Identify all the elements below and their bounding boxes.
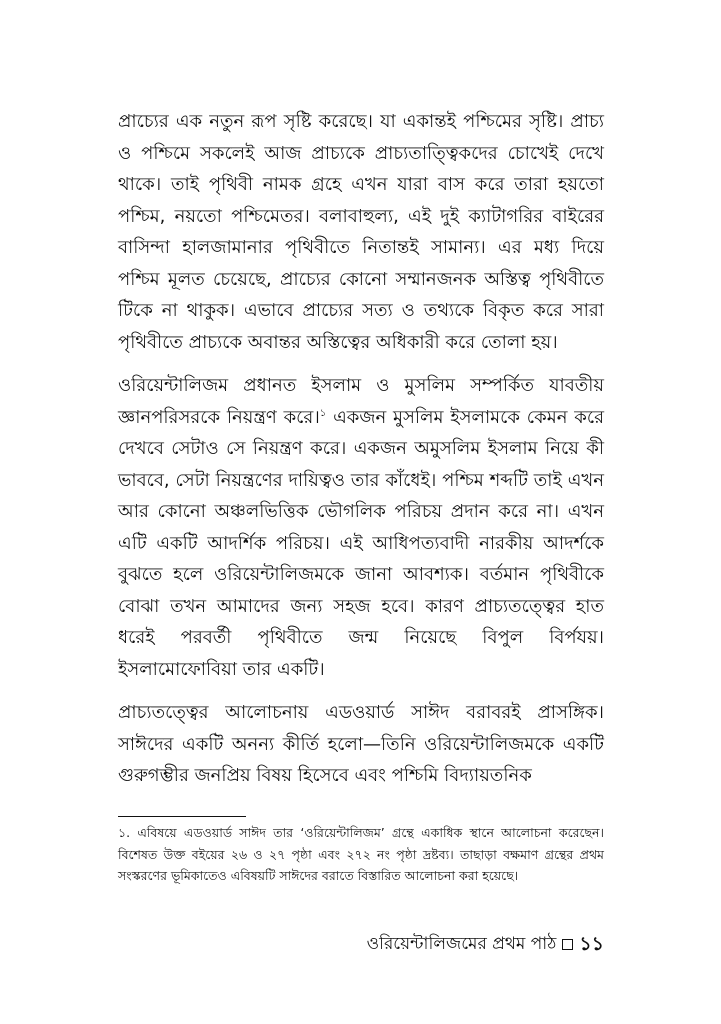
paragraph-1: প্রাচ্যের এক নতুন রূপ সৃষ্টি করেছে। যা একান্তই পশ্চিমের সৃষ্টি। প্রাচ্য ও পশ্চিমে সকলেই আজ প্রাচ্যকে প্রাচ্যতাত্ত্বিকদের চোখেই দেখে থাকে। তাই পৃথিবী নামক গ্রহে এখন যারা বাস করে তারা হয়তো পশ্চিম, নয়তো পশ্চিমেতর। বলাবাহুল্য, এই দুই ক্যাটাগরির বাইরের বাসিন্দা হালজামানার পৃথিবীতে নিতান্তই সামান্য। এর মধ্য দিয়ে পশ্চিম মূলত চেয়েছে, প্রাচ্যের কোনো সম্মানজনক অস্তিত্ব পৃথিবীতে টিকে না থাকুক। এভাবে প্রাচ্যের সত্য ও তথ্যকে বিকৃত করে সারা পৃথিবীতে প্রাচ্যকে অবান্তর অস্তিত্বের অধিকারী করে তোলা হয়। bbox=[118, 111, 604, 353]
paragraph-3: প্রাচ্যতত্ত্বের আলোচনায় এডওয়ার্ড সাঈদ বরাবরই প্রাসঙ্গিক। সাঈদের একটি অনন্য কীর্তি হলো—তিনি ওরিয়েন্টালিজমকে একটি গুরুগম্ভীর জনপ্রিয় বিষয় হিসেবে এবং পশ্চিমি বিদ্যায়তনিক bbox=[118, 702, 604, 786]
paragraph-2-text-after-note: একজন মুসলিম ইসলামকে কেমন করে দেখবে সেটাও সে নিয়ন্ত্রণ করে। একজন অমুসলিম ইসলাম নিয়ে কী ভাববে, সেটা নিয়ন্ত্রণের দায়িত্বও তার কাঁধেই। পশ্চিম শব্দটি তাই এখন আর কোনো অঞ্চলভিত্তিক ভৌগলিক পরিচয় প্রদান করে না। এখন এটি একটি আদর্শিক পরিচয়। এই আধিপত্যবাদী নারকীয় আদর্শকে বুঝতে হলে ওরিয়েন্টালিজমকে জানা আবশ্যক। বর্তমান পৃথিবীকে বোঝা তখন আমাদের জন্য সহজ হবে। কারণ প্রাচ্যতত্ত্বের হাত ধরেই পরবর্তী পৃথিবীতে জন্ম নিয়েছে বিপুল বির্পযয়। ইসলামোফোবিয়া তার একটি। bbox=[118, 406, 604, 680]
running-footer bbox=[367, 932, 604, 956]
body-text bbox=[118, 106, 604, 804]
square-ornament-icon bbox=[562, 939, 573, 950]
footnote-divider bbox=[118, 816, 246, 817]
paragraph-2-text-before-note: ওরিয়েন্টালিজম প্রধানত ইসলাম ও মুসলিম সম্পর্কিত যাবতীয় জ্ঞানপরিসরকে নিয়ন্ত্রণ করে। bbox=[118, 375, 604, 428]
footnote-text: ১. এবিষয়ে এডওয়ার্ড সাঈদ তার ‘ওরিয়েন্টালিজম’ গ্রন্থে একাধিক স্থানে আলোচনা করেছেন। বিশেষত উক্ত বইয়ের ২৬ ও ২৭ পৃষ্ঠা এবং ২৭২ নং পৃষ্ঠা দ্রষ্টব্য। তাছাড়া বক্ষমাণ গ্রন্থের প্রথম সংস্করণের ভূমিকাতেও এবিষয়টি সাঈদের বরাতে বিস্তারিত আলোচনা করা হয়েছে। bbox=[118, 825, 604, 883]
footnote-reference-marker: ১ bbox=[319, 407, 327, 419]
running-title: ওরিয়েন্টালিজমের প্রথম পাঠ bbox=[366, 934, 557, 954]
page-number: ১১ bbox=[579, 933, 604, 955]
paragraph-2 bbox=[118, 370, 604, 685]
